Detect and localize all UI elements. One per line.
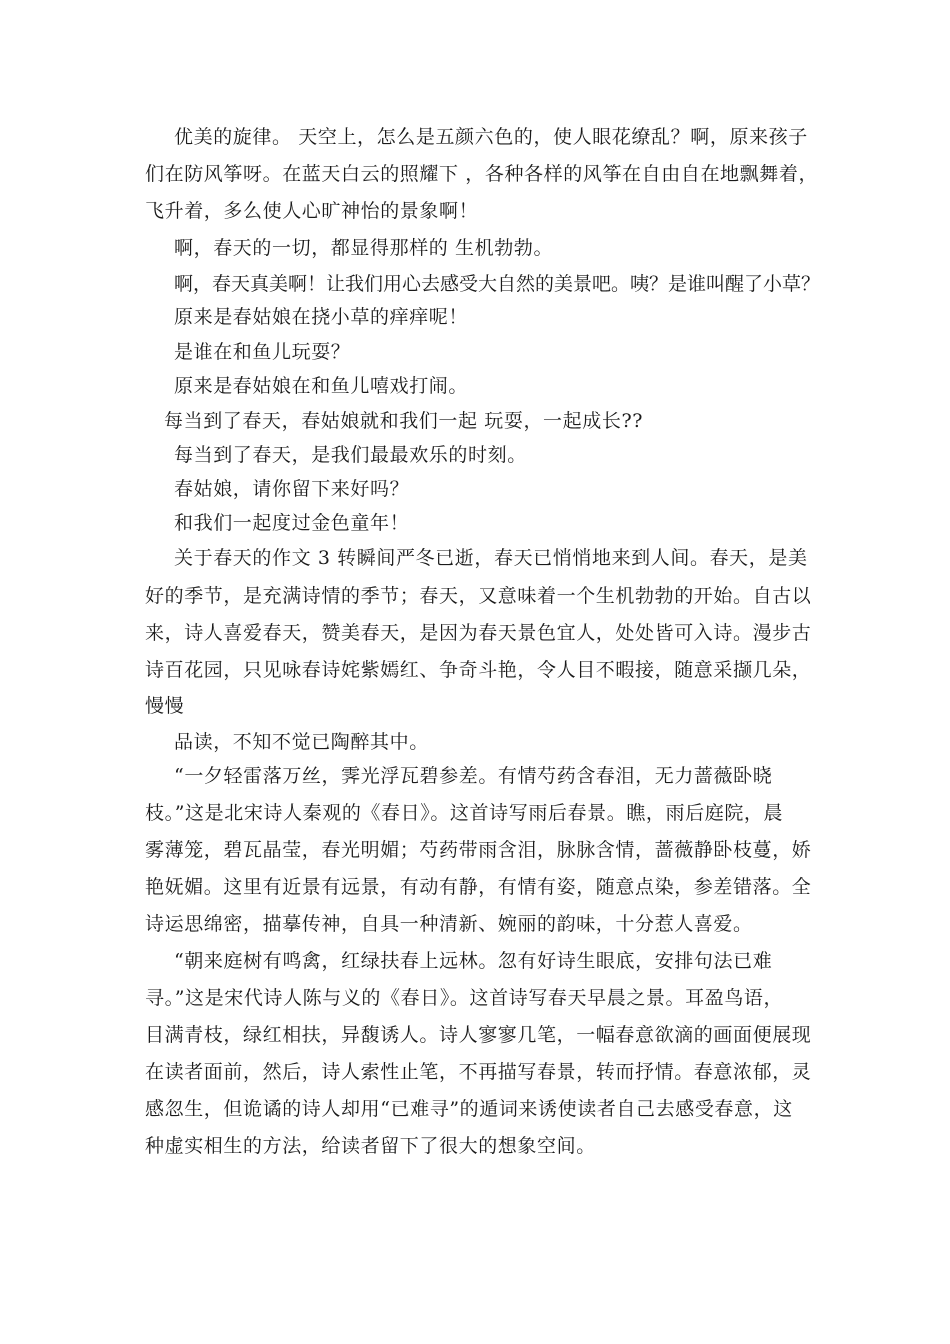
- text-line: 品读，不知不觉已陶醉其中。: [174, 731, 429, 753]
- text-line: 诗百花园，只见咏春诗姹紫嫣红、争奇斗艳，令人目不暇接，随意采撷几朵，: [145, 659, 812, 681]
- text-line: 关于春天的作文 3 转瞬间严冬已逝，春天已悄悄地来到人间。春天，是美: [174, 547, 808, 569]
- text-line: “朝来庭树有鸣禽，红绿扶春上远林。忽有好诗生眼底，安排句法已难: [174, 950, 773, 972]
- text-line: 每当到了春天，是我们最最欢乐的时刻。: [174, 444, 527, 466]
- text-line: 枝。”这是北宋诗人秦观的《春日》。这首诗写雨后春景。瞧，雨后庭院，晨: [145, 802, 784, 824]
- text-line: 目满青枝，绿红相扶，异馥诱人。诗人寥寥几笔，一幅春意欲滴的画面便展现: [145, 1024, 812, 1046]
- text-line: 好的季节，是充满诗情的季节；春天，又意味着一个生机勃勃的开始。自古以: [145, 585, 812, 607]
- text-line: 是谁在和鱼儿玩耍？: [174, 341, 351, 363]
- text-line: 艳妩媚。这里有近景有远景，有动有静，有情有姿，随意点染，参差错落。全: [145, 876, 812, 898]
- text-line: 种虚实相生的方法，给读者留下了很大的想象空间。: [145, 1135, 596, 1157]
- text-line: 啊，春天真美啊！让我们用心去感受大自然的美景吧。咦？是谁叫醒了小草？: [174, 273, 821, 295]
- text-line: 原来是春姑娘在挠小草的痒痒呢！: [174, 306, 469, 328]
- text-line: 慢慢: [145, 695, 185, 717]
- text-line: 春姑娘，请你留下来好吗？: [174, 478, 410, 500]
- text-line: 们在防风筝呀。在蓝天白云的照耀下 ，各种各样的风筝在自由自在地飘舞着，: [145, 163, 819, 185]
- text-line: 和我们一起度过金色童年！: [174, 512, 410, 534]
- text-line: 啊，春天的一切，都显得那样的 生机勃勃。: [174, 237, 554, 259]
- text-line: 在读者面前，然后，诗人索性止笔，不再描写春景，转而抒情。春意浓郁，灵: [145, 1061, 812, 1083]
- text-line: 寻。”这是宋代诗人陈与义的《春日》。这首诗写春天早晨之景。耳盈鸟语，: [145, 987, 784, 1009]
- text-line: “一夕轻雷落万丝，霁光浮瓦碧参差。有情芍药含春泪，无力蔷薇卧晓: [174, 765, 773, 787]
- text-line: 优美的旋律。 天空上，怎么是五颜六色的，使人眼花缭乱？啊，原来孩子: [174, 126, 808, 148]
- text-line: 原来是春姑娘在和鱼儿嘻戏打闹。: [174, 375, 469, 397]
- text-line: 每当到了春天，春姑娘就和我们一起 玩耍，一起成长??: [164, 410, 644, 432]
- text-line: 诗运思绵密，描摹传神，自具一种清新、婉丽的韵味，十分惹人喜爱。: [145, 913, 753, 935]
- text-line: 雾薄笼，碧瓦晶莹，春光明媚；芍药带雨含泪，脉脉含情，蔷薇静卧枝蔓，娇: [145, 839, 812, 861]
- text-line: 感忽生，但诡谲的诗人却用“已难寻”的遁词来诱使读者自己去感受春意，这: [145, 1098, 793, 1120]
- text-line: 来，诗人喜爱春天，赞美春天，是因为春天景色宜人，处处皆可入诗。漫步古: [145, 622, 812, 644]
- text-line: 飞升着，多么使人心旷神怡的景象啊！: [145, 200, 479, 222]
